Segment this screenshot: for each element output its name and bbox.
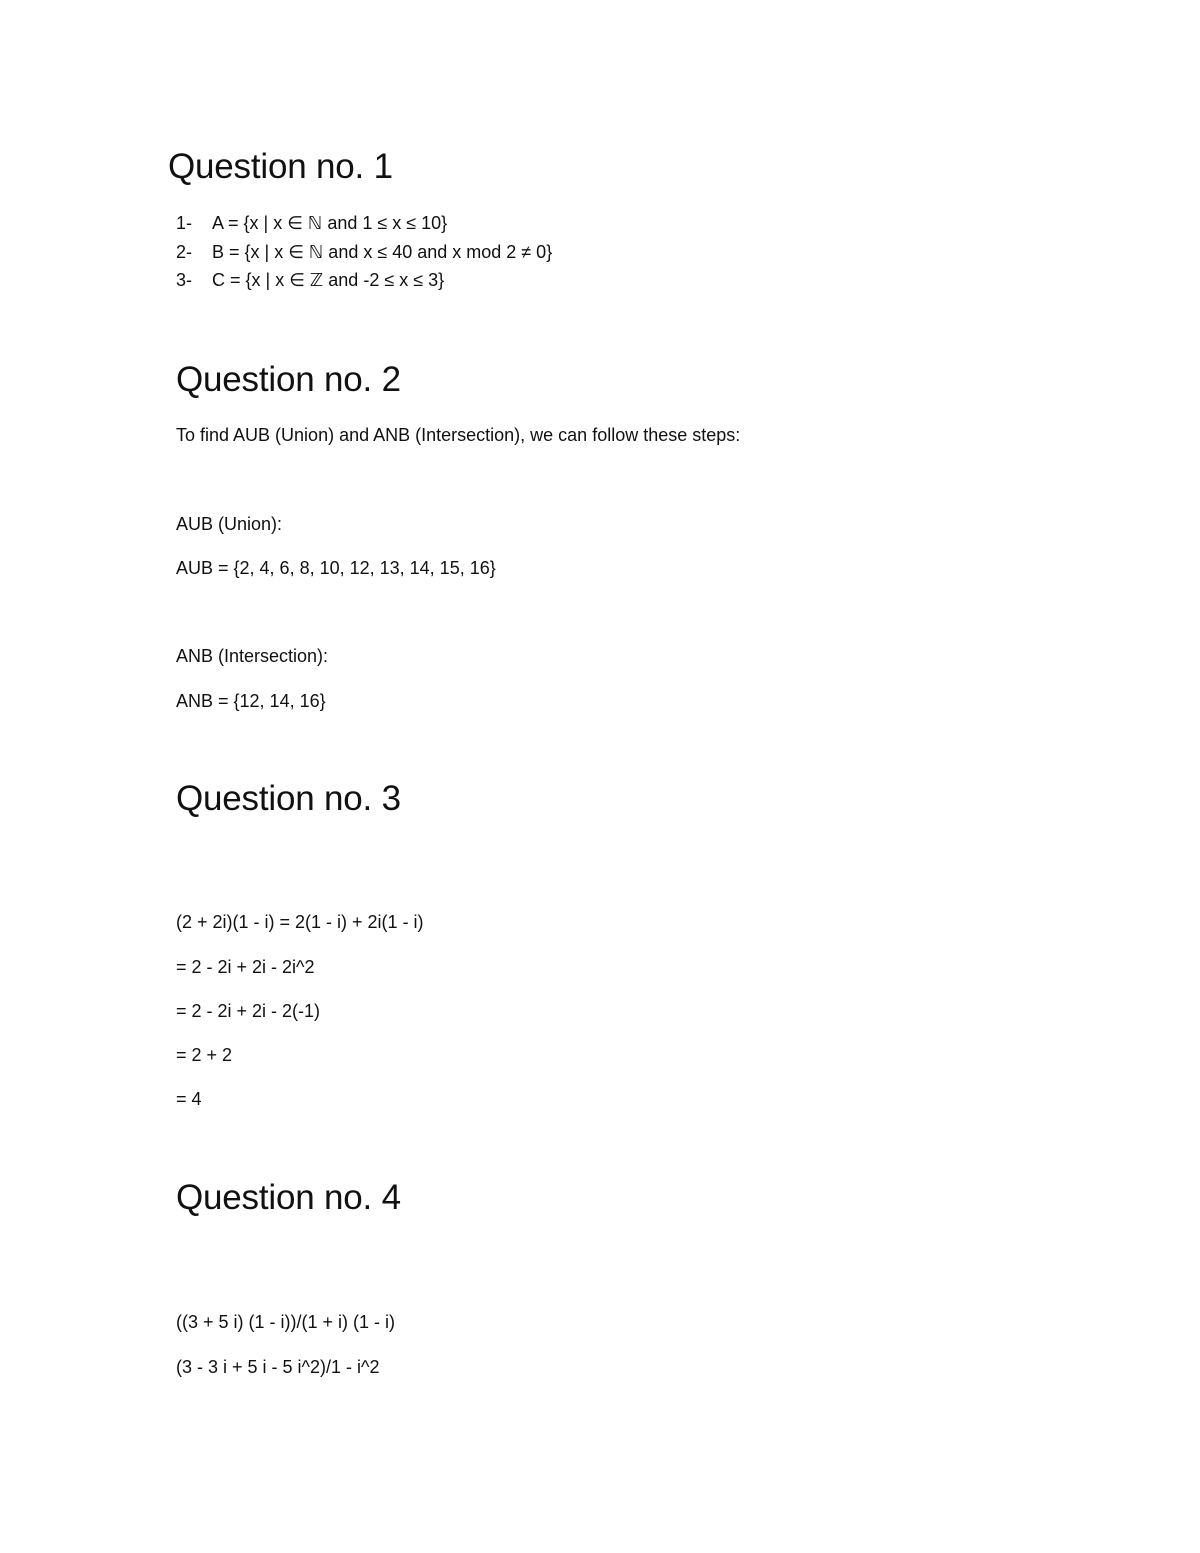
q2-intersection-label: ANB (Intersection): bbox=[176, 646, 329, 666]
q1-item-2-number: 2- bbox=[176, 242, 193, 262]
question-2-heading: Question no. 2 bbox=[176, 360, 401, 399]
q1-item-1 bbox=[176, 212, 447, 234]
question-3-heading: Question no. 3 bbox=[176, 779, 401, 818]
q1-item-3-text: C = {x | x ∈ ℤ and -2 ≤ x ≤ 3} bbox=[212, 270, 445, 290]
question-4-heading: Question no. 4 bbox=[176, 1178, 401, 1217]
q4-line-1: ((3 + 5 i) (1 - i))/(1 + i) (1 - i) bbox=[176, 1312, 396, 1332]
q1-item-1-text: A = {x | x ∈ ℕ and 1 ≤ x ≤ 10} bbox=[212, 213, 448, 233]
q2-intersection-value: ANB = {12, 14, 16} bbox=[176, 691, 326, 711]
q3-line-2: = 2 - 2i + 2i - 2i^2 bbox=[176, 957, 315, 977]
q3-line-3: = 2 - 2i + 2i - 2(-1) bbox=[176, 1001, 321, 1021]
q1-item-3 bbox=[176, 269, 444, 291]
q1-item-2 bbox=[176, 241, 552, 263]
q3-line-5: = 4 bbox=[176, 1089, 202, 1109]
q3-line-1: (2 + 2i)(1 - i) = 2(1 - i) + 2i(1 - i) bbox=[176, 912, 424, 932]
q1-item-2-text: B = {x | x ∈ ℕ and x ≤ 40 and x mod 2 ≠ 0} bbox=[212, 242, 553, 262]
question-1-heading: Question no. 1 bbox=[168, 147, 393, 186]
q1-item-3-number: 3- bbox=[176, 270, 193, 290]
q3-line-4: = 2 + 2 bbox=[176, 1045, 233, 1065]
q4-line-2: (3 - 3 i + 5 i - 5 i^2)/1 - i^2 bbox=[176, 1357, 380, 1377]
q2-union-value: AUB = {2, 4, 6, 8, 10, 12, 13, 14, 15, 16} bbox=[176, 558, 496, 578]
q2-intro: To find AUB (Union) and ANB (Intersection), we can follow these steps: bbox=[176, 425, 741, 445]
q1-item-1-number: 1- bbox=[176, 213, 193, 233]
q2-union-label: AUB (Union): bbox=[176, 514, 283, 534]
